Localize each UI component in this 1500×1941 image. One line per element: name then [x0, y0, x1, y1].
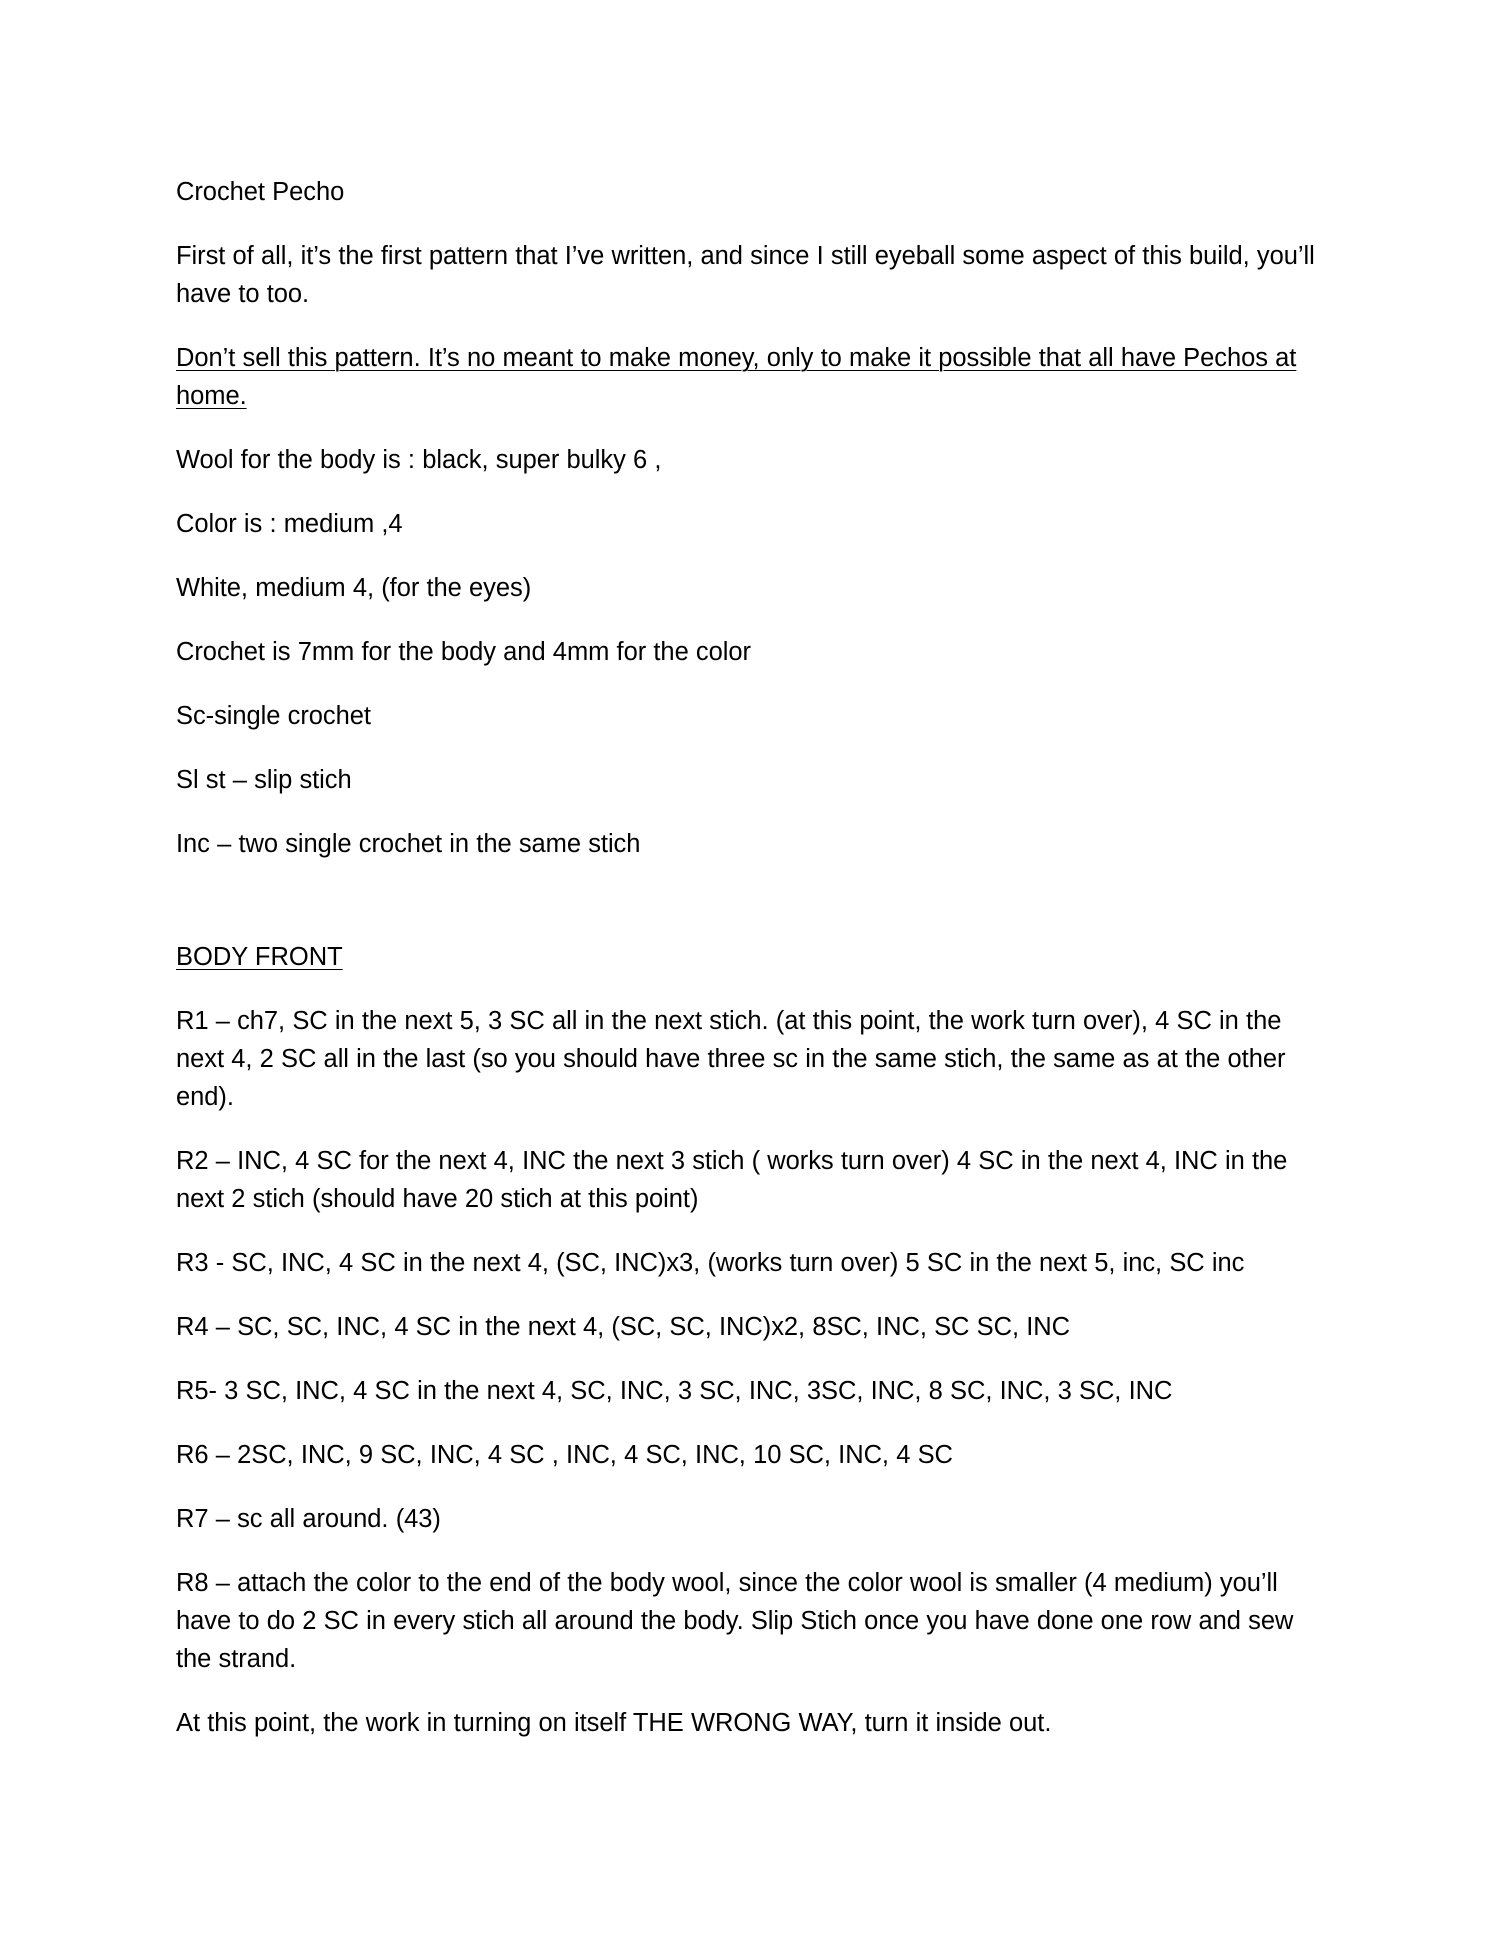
material-line-hook: Crochet is 7mm for the body and 4mm for the color [176, 638, 751, 666]
abbreviation-sc: Sc-single crochet [176, 702, 371, 730]
section-spacer [176, 889, 1316, 938]
document-title: Crochet Pecho [176, 178, 345, 206]
row-instruction-r5: R5- 3 SC, INC, 4 SC in the next 4, SC, INC, 3 SC, INC, 3SC, INC, 8 SC, INC, 3 SC, INC [176, 1377, 1173, 1405]
abbreviation-inc: Inc – two single crochet in the same stich [176, 830, 641, 858]
section-heading-body-front: BODY FRONT [176, 943, 343, 971]
material-line-white: White, medium 4, (for the eyes) [176, 574, 532, 602]
material-line-wool: Wool for the body is : black, super bulky 6 , [176, 446, 662, 474]
intro-paragraph: First of all, it’s the first pattern that I’ve written, and since I still eyeball some aspect of this build, you’ll have to too. [176, 242, 1315, 308]
copyright-notice: Don’t sell this pattern. It’s no meant to make money, only to make it possible that all have Pechos at home. [176, 344, 1297, 410]
row-instruction-r2: R2 – INC, 4 SC for the next 4, INC the next 3 stich ( works turn over) 4 SC in the next 4, INC in the next 2 stich (should have 20 stich at this point) [176, 1147, 1288, 1213]
row-instruction-r7: R7 – sc all around. (43) [176, 1505, 441, 1533]
row-instruction-r1: R1 – ch7, SC in the next 5, 3 SC all in the next stich. (at this point, the work turn over), 4 SC in the next 4, 2 SC all in the last (so you should have three sc in the same stich, the same as at the other end). [176, 1007, 1286, 1111]
document-body [176, 173, 1316, 1768]
material-line-color: Color is : medium ,4 [176, 510, 403, 538]
abbreviation-slst: Sl st – slip stich [176, 766, 352, 794]
row-instruction-r4: R4 – SC, SC, INC, 4 SC in the next 4, (SC, SC, INC)x2, 8SC, INC, SC SC, INC [176, 1313, 1071, 1341]
row-instruction-r3: R3 - SC, INC, 4 SC in the next 4, (SC, INC)x3, (works turn over) 5 SC in the next 5, inc, SC inc [176, 1249, 1245, 1277]
row-instruction-r8: R8 – attach the color to the end of the body wool, since the color wool is smaller (4 medium) you’ll have to do 2 SC in every stich all around the body. Slip Stich once you have done one row and sew the strand. [176, 1569, 1294, 1673]
row-instruction-r6: R6 – 2SC, INC, 9 SC, INC, 4 SC , INC, 4 SC, INC, 10 SC, INC, 4 SC [176, 1441, 953, 1469]
section-closing-note: At this point, the work in turning on itself THE WRONG WAY, turn it inside out. [176, 1709, 1052, 1737]
